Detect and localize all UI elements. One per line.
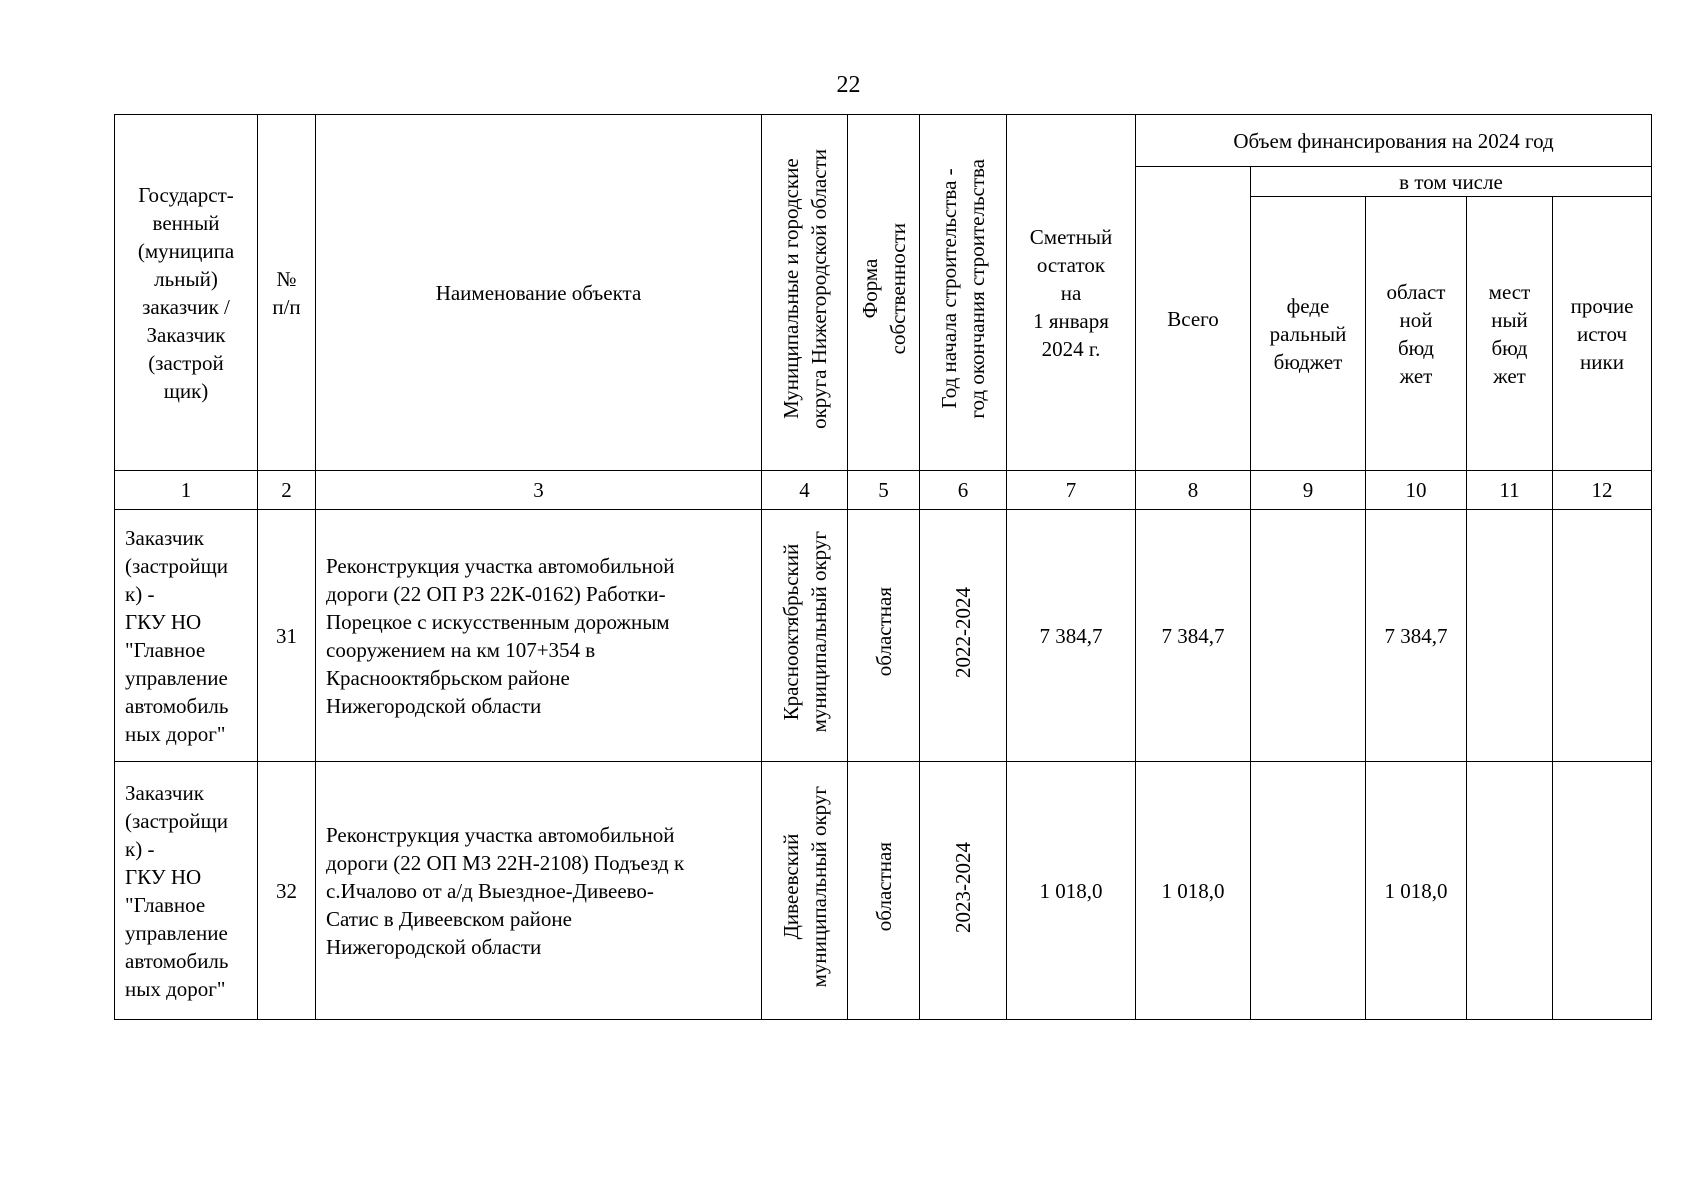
header-name: Наименование объекта bbox=[316, 115, 762, 471]
row-remainder: 1 018,0 bbox=[1007, 762, 1136, 1020]
table-row bbox=[115, 510, 1652, 762]
row-object-name: Реконструкция участка автомобильной дороги (22 ОП МЗ 22Н-2108) Подъезд к с.Ичалово от а/д Выездное-Дивеево- Сатис в Дивеевском районе Нижегородской области bbox=[316, 762, 762, 1020]
row-ownership: областная bbox=[848, 510, 920, 762]
row-years: 2023-2024 bbox=[920, 762, 1007, 1020]
header-years: Год начала строительства - год окончания строительства bbox=[920, 115, 1007, 471]
header-including: в том числе bbox=[1251, 167, 1652, 197]
header-customer: Государст- венный (муниципа льный) заказчик / Заказчик (застрой щик) bbox=[115, 115, 258, 471]
header-total: Всего bbox=[1136, 167, 1251, 471]
column-number-row bbox=[115, 471, 1652, 510]
table-row bbox=[115, 762, 1652, 1020]
column-number: 12 bbox=[1553, 471, 1652, 510]
row-customer: Заказчик (застройщи к) - ГКУ НО "Главное управление автомобиль ных дорог" bbox=[115, 762, 258, 1020]
row-district: Дивеевский муниципальный округ bbox=[762, 762, 848, 1020]
column-number: 10 bbox=[1366, 471, 1467, 510]
row-years: 2022-2024 bbox=[920, 510, 1007, 762]
row-object-name: Реконструкция участка автомобильной дороги (22 ОП РЗ 22К-0162) Работки- Порецкое с искусственным дорожным сооружением на км 107+354 в Краснооктябрьском районе Нижегородской области bbox=[316, 510, 762, 762]
page-number: 22 bbox=[836, 72, 861, 98]
row-federal bbox=[1251, 762, 1366, 1020]
header-local: мест ный бюд жет bbox=[1467, 197, 1553, 471]
financing-table bbox=[114, 114, 1652, 1020]
column-number: 8 bbox=[1136, 471, 1251, 510]
header-row-1 bbox=[115, 115, 1652, 167]
row-total: 1 018,0 bbox=[1136, 762, 1251, 1020]
column-number: 1 bbox=[115, 471, 258, 510]
header-remainder: Сметный остаток на 1 января 2024 г. bbox=[1007, 115, 1136, 471]
column-number: 11 bbox=[1467, 471, 1553, 510]
row-num: 32 bbox=[258, 762, 316, 1020]
row-customer: Заказчик (застройщи к) - ГКУ НО "Главное управление автомобиль ных дорог" bbox=[115, 510, 258, 762]
row-ownership: областная bbox=[848, 762, 920, 1020]
header-funding-title: Объем финансирования на 2024 год bbox=[1136, 115, 1652, 167]
header-num: № п/п bbox=[258, 115, 316, 471]
row-district: Краснооктябрьский муниципальный округ bbox=[762, 510, 848, 762]
row-local bbox=[1467, 510, 1553, 762]
header-ownership: Форма собственности bbox=[848, 115, 920, 471]
column-number: 2 bbox=[258, 471, 316, 510]
row-remainder: 7 384,7 bbox=[1007, 510, 1136, 762]
header-other: прочие источ ники bbox=[1553, 197, 1652, 471]
row-other bbox=[1553, 762, 1652, 1020]
column-number: 6 bbox=[920, 471, 1007, 510]
column-number: 7 bbox=[1007, 471, 1136, 510]
column-number: 4 bbox=[762, 471, 848, 510]
header-federal: феде ральный бюджет bbox=[1251, 197, 1366, 471]
row-federal bbox=[1251, 510, 1366, 762]
header-district: Муниципальные и городские округа Нижегородской области bbox=[762, 115, 848, 471]
header-regional: област ной бюд жет bbox=[1366, 197, 1467, 471]
column-number: 5 bbox=[848, 471, 920, 510]
row-total: 7 384,7 bbox=[1136, 510, 1251, 762]
column-number: 9 bbox=[1251, 471, 1366, 510]
row-regional: 1 018,0 bbox=[1366, 762, 1467, 1020]
row-other bbox=[1553, 510, 1652, 762]
column-number: 3 bbox=[316, 471, 762, 510]
row-num: 31 bbox=[258, 510, 316, 762]
row-local bbox=[1467, 762, 1553, 1020]
row-regional: 7 384,7 bbox=[1366, 510, 1467, 762]
